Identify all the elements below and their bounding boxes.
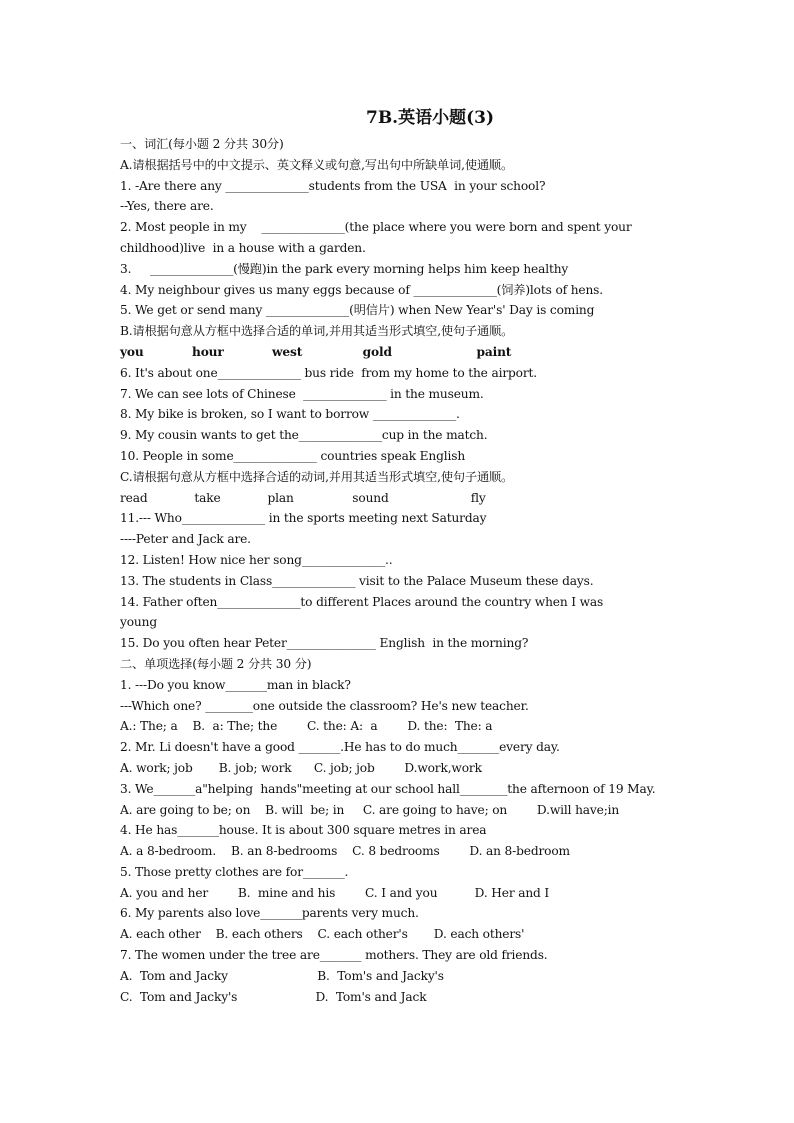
question-line: 4. My neighbour gives us many eggs because of ______________(饲养)lots of hens. xyxy=(120,282,604,297)
question-line: 5. Those pretty clothes are for_______. xyxy=(120,864,349,879)
section-heading: 二、单项选择(每小题 2 分共 30 分) xyxy=(120,656,312,671)
options-line: A. each other B. each others C. each other's D. each others' xyxy=(120,927,525,942)
question-line: 1. ---Do you know_______man in black? xyxy=(120,677,351,692)
question-line: 9. My cousin wants to get the______________cup in the match. xyxy=(120,428,488,443)
question-line: 13. The students in Class______________ visit to the Palace Museum these days. xyxy=(120,573,594,588)
question-line: 7. We can see lots of Chinese ______________ in the museum. xyxy=(120,386,484,401)
instruction-a: A.请根据括号中的中文提示、英文释义或句意,写出句中所缺单词,使通顺。 xyxy=(120,157,513,172)
question-line: ---Which one? ________one outside the classroom? He's new teacher. xyxy=(120,698,529,713)
section-heading: 一、词汇(每小题 2 分共 30分) xyxy=(120,137,284,151)
question-line: 3. We_______a"helping hands"meeting at our school hall________the afternoon of 19 May. xyxy=(120,781,656,796)
question-line: 2. Mr. Li doesn't have a good _______.He has to do much_______every day. xyxy=(120,740,560,755)
verb-box: read take plan sound fly xyxy=(120,490,486,505)
instruction-c: C.请根据句意从方框中选择合适的动词,并用其适当形式填空,使句子通顺。 xyxy=(120,469,514,484)
question-line: 5. We get or send many ______________(明信片) when New Year's' Day is coming xyxy=(120,303,595,318)
question-line: 1. -Are there any ______________students from the USA in your school? xyxy=(120,178,546,193)
question-line: 12. Listen! How nice her song______________.. xyxy=(120,552,393,567)
question-line: 2. Most people in my ______________(the place where you were born and spent your xyxy=(120,220,632,235)
question-line: childhood)live in a house with a garden. xyxy=(120,240,366,255)
question-line: 11.--- Who______________ in the sports meeting next Saturday xyxy=(120,511,487,526)
options-line: A. Tom and Jacky B. Tom's and Jacky's xyxy=(120,968,444,983)
page-title: 7B.英语小题(3) xyxy=(365,108,495,128)
question-line: 15. Do you often hear Peter_______________ English in the morning? xyxy=(120,636,529,651)
word-box: you hour west gold paint xyxy=(120,344,512,359)
question-line: 10. People in some______________ countries speak English xyxy=(120,448,466,463)
question-line: 14. Father often______________to different Places around the country when I was xyxy=(120,594,604,609)
options-line: A.: The; a B. a: The; the C. the: A: a D. the: The: a xyxy=(120,719,493,734)
options-line: A. work; job B. job; work C. job; job D.work,work xyxy=(120,760,482,775)
instruction-b: B.请根据句意从方框中选择合适的单词,并用其适当形式填空,使句子通顺。 xyxy=(120,324,514,339)
options-line: A. you and her B. mine and his C. I and you D. Her and I xyxy=(120,885,550,900)
options-line: A. a 8-bedroom. B. an 8-bedrooms C. 8 bedrooms D. an 8-bedroom xyxy=(120,844,570,859)
options-line: C. Tom and Jacky's D. Tom's and Jack xyxy=(120,989,427,1004)
question-line: 6. My parents also love_______parents very much. xyxy=(120,906,419,921)
question-line: 3. ______________(慢跑)in the park every morning helps him keep healthy xyxy=(120,261,569,276)
options-line: A. are going to be; on B. will be; in C. are going to have; on D.will have;in xyxy=(120,802,620,817)
question-line: 7. The women under the tree are_______ mothers. They are old friends. xyxy=(120,948,548,963)
question-line: 6. It's about one______________ bus ride from my home to the airport. xyxy=(120,365,537,380)
question-line: 4. He has_______house. It is about 300 square metres in area xyxy=(120,823,487,838)
worksheet xyxy=(120,106,680,1007)
question-line: 8. My bike is broken, so I want to borrow ______________. xyxy=(120,407,460,422)
question-line: young xyxy=(120,615,157,630)
answer-line: --Yes, there are. xyxy=(120,199,214,214)
answer-line: ----Peter and Jack are. xyxy=(120,532,251,547)
